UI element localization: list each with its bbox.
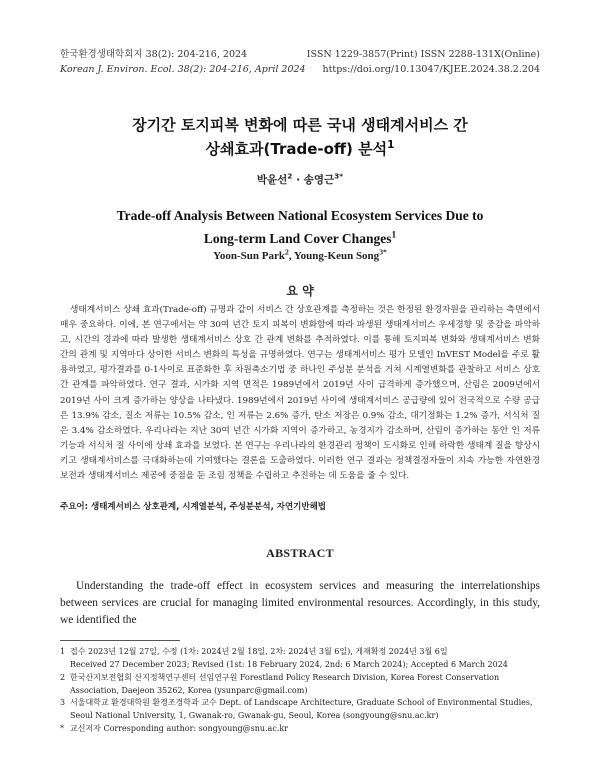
abstract-korean-body: 생태계서비스 상쇄 효과(Trade-off) 규명과 같이 서비스 간 상호관계를 측정하는 것은 한정된 환경자원을 관리하는 측면에서 매우 중요하다. 이에, 본 연구에서는 약 30여 년간 토지 피복이 변화함에 따라 파생된 생태계서비스 우세경향 및 중감을 파악하고, 시간의 경과에 따라 발생한 생태계서비스 상호 간 관계 변화를 추적하였다. 이를 통해 토지피복 변화와 생태계서비스 변화 간의 관계 및 지역마다 상이한 서비스 변화의 특성을 규명하였다. 연구는 생태계서비스 평가 모델인 InVEST Model을 주로 활용하였고, 평가결과를 0-1사이로 표준화한 후 차원축소기법 중 하나인 주성분 분석을 거쳐 시계열변화를 관찰하고 서비스 상호 간 관계를 파악하였다. 연구 결과, 시가화 지역 면적은 1989년에서 2019년 사이 급격하게 증가했으며, 산림은 2009년에서 2019년 사이 크게 증가하는 양상을 나타냈다. 1989년에서 2019년 사이에 생태계서비스 공급량에 있어 전국적으로 수량 공급은 13.9% 감소, 질소 저류는 10.5% 감소, 인 저류는 2.6% 증가, 탄소 저장은 0.9% 감소, 대기정화는 1.2% 증가, 서식처 질은 3.4% 감소하였다. 우리나라는 지난 30여 년간 시가화 지역이 증가하고, 농경지가 감소하며, 산림이 증가하는 동안 인 저류 기능과 서식처 질 사이에 상쇄 효과를 보였다. 본 연구는 우리나라의 환경관리 정책이 도시화로 인해 하락한 생태계 질을 향상시키고 생태계서비스를 극대화하는데 기여했다는 결론을 도출하였다. 이러한 연구 결과는 정책결정자들이 지속 가능한 자연환경 보전과 생태계서비스 제공에 중점을 둔 조림 정책을 수립하고 추진하는 데 도움을 줄 수 있다. bbox=[60, 305, 540, 482]
footnote-2-text: 한국산지보전협회 산지정책연구센터 선임연구원 Forestland Policy Research Division, Korea Forest Conservation Association, Daejeon 35262, Korea (ysunparc@gmail.com) bbox=[70, 673, 500, 695]
journal-header-left bbox=[60, 47, 306, 77]
abstract-english-heading: ABSTRACT bbox=[266, 546, 334, 560]
author-1-en-mark[interactable]: 2 bbox=[284, 247, 289, 257]
author-2-ko-mark[interactable]: 3* bbox=[334, 171, 344, 181]
keywords-text: 생태계서비스 상호관계, 시계열분석, 주성분분석, 자연기반해법 bbox=[88, 502, 327, 512]
author-1-en: Yoon-Sun Park bbox=[213, 250, 285, 262]
keywords bbox=[60, 500, 540, 512]
footnote-2 bbox=[60, 672, 544, 697]
title-english-footnote-mark[interactable]: 1 bbox=[391, 230, 397, 241]
footnote-1 bbox=[60, 646, 544, 671]
author-1-ko-mark[interactable]: 2 bbox=[287, 171, 293, 181]
authors-korean bbox=[0, 172, 600, 187]
footnote-1-text: 접수 2023년 12월 27일, 수정 (1차: 2024년 2월 18일, 2차: 2024년 3월 6일), 게재확정 2024년 3월 6일 bbox=[70, 647, 448, 656]
footnote-divider bbox=[60, 640, 180, 641]
keywords-label: 주요어: bbox=[60, 502, 89, 512]
title-korean bbox=[0, 113, 600, 161]
abstract-english-body: Understanding the trade-off effect in ecosystem services and measuring the interrelationships between services are crucial for managing limited environmental resources. Accordingly, in this study, we identified the bbox=[60, 580, 540, 626]
journal-name-en: Korean J. Environ. Ecol. 38(2): 204-216, April 2024 bbox=[60, 64, 306, 75]
footnote-1-text-en: Received 27 December 2023; Revised (1st: 18 February 2024, 2nd: 6 March 2024); Accepted 6 March 2024 bbox=[70, 659, 508, 669]
author-separator: · bbox=[292, 174, 304, 186]
title-korean-line1: 장기간 토지피복 변화에 따른 국내 생태계서비스 간 bbox=[132, 116, 468, 134]
footnote-corresponding-text: 교신저자 Corresponding author: songyoung@snu.ac.kr bbox=[70, 724, 289, 733]
footnote-corresponding bbox=[60, 723, 544, 736]
footnote-3 bbox=[60, 697, 544, 722]
author-1-ko: 박윤선 bbox=[256, 174, 288, 186]
author-separator-en: , bbox=[288, 250, 294, 262]
footnote-3-text: 서울대학교 환경대학원 환경조경학과 교수 Dept. of Landscape Architecture, Graduate School of Environmental Studies, Seoul National University, 1, Gwanak-ro, Gwanak-gu, Seoul, Korea (songyoung@snu.ac.kr) bbox=[70, 698, 533, 720]
title-korean-footnote-mark[interactable]: 1 bbox=[387, 139, 395, 151]
footnote-1-number: 1 bbox=[60, 647, 66, 656]
title-english-line1: Trade-off Analysis Between National Ecosystem Services Due to bbox=[116, 208, 484, 223]
footnote-corresponding-mark: * bbox=[60, 724, 64, 733]
author-2-en: Young-Keun Song bbox=[293, 250, 380, 262]
issn: ISSN 1229-3857(Print) ISSN 2288-131X(Online) bbox=[306, 49, 540, 60]
journal-name-ko: 한국환경생태학회지 38(2): 204-216, 2024 bbox=[60, 49, 248, 60]
journal-header-right bbox=[307, 47, 540, 77]
author-2-en-mark[interactable]: 3* bbox=[379, 247, 387, 257]
title-english bbox=[0, 204, 600, 250]
footnote-3-number: 3 bbox=[60, 698, 66, 707]
title-english-line2: Long-term Land Cover Changes bbox=[203, 231, 392, 246]
authors-english bbox=[0, 247, 600, 262]
author-2-ko: 송영근 bbox=[303, 174, 335, 186]
abstract-korean-heading: 요 약 bbox=[286, 284, 314, 298]
doi-link[interactable]: https://doi.org/10.13047/KJEE.2024.38.2.204 bbox=[322, 64, 540, 75]
footnote-2-number: 2 bbox=[60, 673, 66, 682]
title-korean-line2: 상쇄효과(Trade-off) 분석 bbox=[205, 140, 388, 158]
